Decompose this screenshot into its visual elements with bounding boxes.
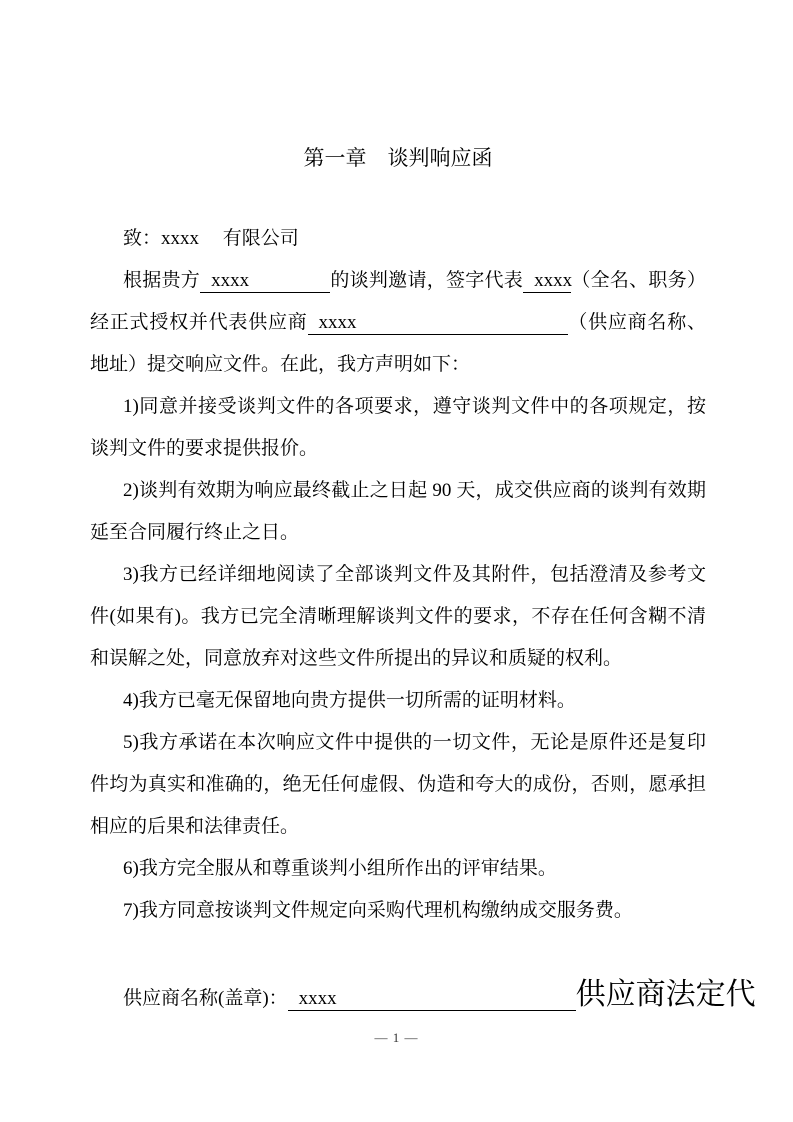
- page-number: — 1 —: [374, 1030, 419, 1045]
- salutation-line: [90, 218, 706, 260]
- fill-in-blank-underline: xxxx: [288, 986, 576, 1011]
- fill-in-blank-underline: xxxx: [308, 310, 568, 335]
- declaration-item-5: [90, 722, 706, 848]
- fill-in-blank-underline: xxxx: [200, 268, 330, 293]
- text-run: 7)我方同意按谈判文件规定向采购代理机构缴纳成交服务费。: [123, 900, 633, 921]
- signature-continuation-text: 供应商法定代: [575, 978, 756, 1011]
- text-run: （全名、职务）经正式授权并代表供应商: [90, 270, 706, 333]
- text-run: 1)同意并接受谈判文件的各项要求，遵守谈判文件中的各项规定，按谈判文件的要求提供报价。: [90, 396, 706, 459]
- signature-line: [90, 974, 756, 1020]
- text-run: 致：xxxx 有限公司: [123, 228, 299, 249]
- text-run: 3)我方已经详细地阅读了全部谈判文件及其附件，包括澄清及参考文件(如果有)。我方已完全清晰理解谈判文件的要求，不存在任何含糊不清和误解之处，同意放弃对这些文件所提出的异议和质疑的权利。: [90, 564, 706, 669]
- text-run: 6)我方完全服从和尊重谈判小组所作出的评审结果。: [123, 858, 557, 879]
- declaration-item-6: [90, 848, 706, 890]
- fill-in-blank-underline: xxxx: [523, 268, 571, 293]
- text-run: 4)我方已毫无保留地向贵方提供一切所需的证明材料。: [123, 690, 576, 711]
- document-content: [90, 142, 756, 1020]
- text-run: 的谈判邀请，签字代表: [330, 270, 524, 291]
- declaration-item-7: [90, 890, 706, 932]
- declaration-item-3: [90, 554, 706, 680]
- declaration-item-1: [90, 386, 706, 470]
- text-run: 5)我方承诺在本次响应文件中提供的一切文件，无论是原件还是复印件均为真实和准确的，绝无任何虚假、伪造和夸大的成份，否则，愿承担相应的后果和法律责任。: [90, 732, 706, 837]
- text-run: 根据贵方: [123, 270, 201, 291]
- chapter-title: 第一章 谈判响应函: [303, 146, 493, 170]
- paragraphs-container: [90, 218, 756, 1020]
- text-run: 2)谈判有效期为响应最终截止之日起 90 天，成交供应商的谈判有效期延至合同履行终止之日。: [90, 480, 706, 543]
- declaration-item-4: [90, 680, 706, 722]
- intro-paragraph: [90, 260, 706, 386]
- text-run: （供应商名称、地址）提交响应文件。在此，我方声明如下：: [90, 312, 706, 375]
- text-run: 供应商名称(盖章)：: [123, 988, 288, 1009]
- declaration-item-2: [90, 470, 706, 554]
